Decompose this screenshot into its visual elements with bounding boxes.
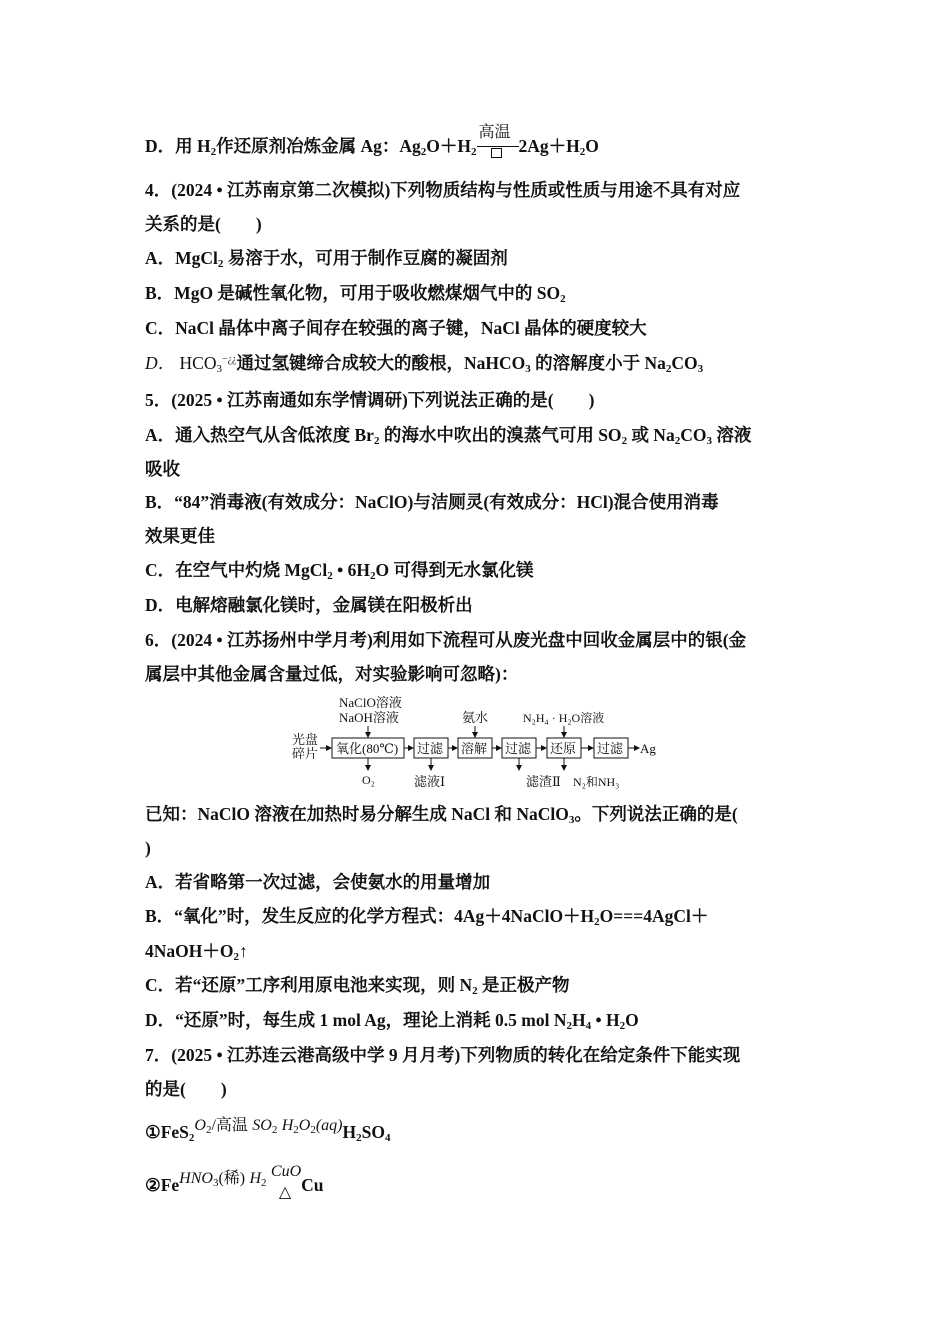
flow-byproduct-o2: O₂	[362, 773, 375, 787]
question-6-known-cont: )	[145, 838, 151, 858]
q5-option-b: B．“84”消毒液(有效成分：NaClO)与洁厕灵(有效成分：HCl)混合使用消毒	[145, 492, 719, 512]
flow-step-dissolve: 溶解	[461, 741, 488, 756]
q7-item-2: ②FeHNO$_3$(稀) $H_2$ CuO △ Cu	[145, 1163, 324, 1201]
q5-option-a-cont: 吸收	[145, 459, 180, 479]
question-4-stem: 4．(2024 • 江苏南京第二次模拟)下列物质结构与性质或性质与用途不具有对应	[145, 180, 741, 200]
flow-output-ag: Ag	[640, 741, 656, 756]
q4-option-b: B．MgO 是碱性氧化物，可用于吸收燃煤烟气中的 $SO_2$	[145, 283, 566, 305]
flow-step-oxidation: 氧化(80℃)	[336, 741, 399, 756]
q7-item-1: $①FeS_2O_2/$高温 $SO_2$ $H_2O_2(aq)H_2SO_4$	[145, 1117, 391, 1144]
q5-option-d: D．电解熔融氯化镁时，金属镁在阳极析出	[145, 595, 473, 615]
flow-step-filter-1: 过滤	[417, 741, 444, 756]
question-6-stem: 6．(2024 • 江苏扬州中学月考)利用如下流程可从废光盘中回收金属层中的银(金	[145, 630, 747, 650]
q6-option-b: B．“氧化”时，发生反应的化学方程式：$4Ag+4NaClO+H_2O===4AgCl+$	[145, 906, 709, 928]
flow-reagent-ammonia: 氨水	[462, 710, 489, 725]
flow-byproduct-n2-nh3: N₂和NH₃	[573, 775, 620, 789]
question-7-stem: 7．(2025 • 江苏连云港高级中学 9 月月考)下列物质的转化在给定条件下能实现	[145, 1045, 741, 1065]
flow-byproduct-filtrate-1: 滤液Ⅰ	[414, 774, 446, 789]
q6-option-d: D．“还原”时，每生成 1 mol Ag，理论上消耗 0.5 mol $N_2H_4$ • $H_2O$	[145, 1010, 639, 1032]
q5-option-c: C．在空气中灼烧 MgCl$_2$ • $6H_2O$ 可得到无水氯化镁	[145, 560, 534, 582]
question-5-stem: 5．(2025 • 江苏南通如东学情调研)下列说法正确的是( )	[145, 390, 595, 410]
flow-input-label-2: 碎片	[292, 746, 319, 761]
question-6-stem-cont: 属层中其他金属含量过低，对实验影响可忽略)：	[145, 664, 519, 684]
flow-step-filter-3: 过滤	[597, 741, 624, 756]
question-6-known: 已知：NaClO 溶液在加热时易分解生成 NaCl 和 NaClO$_3$。下列说法正确的是(	[145, 804, 738, 826]
flow-step-filter-2: 过滤	[505, 741, 532, 756]
q5-option-b-cont: 效果更佳	[145, 526, 215, 546]
q4-option-d: D． $HCO_3^{-¿¿}$通过氢键缔合成较大的酸根，NaHCO$_3$ 的溶解度小于 $Na_2CO_3$	[145, 353, 704, 375]
silver-recovery-flowchart	[290, 694, 670, 794]
q6-option-b-cont: $4NaOH+O_2↑$	[145, 941, 248, 963]
q4-option-c: C．NaCl 晶体中离子间存在较强的离子键，NaCl 晶体的硬度较大	[145, 318, 647, 338]
question-4-stem-cont: 关系的是( )	[145, 214, 262, 234]
q6-option-c: C．若“还原”工序利用原电池来实现，则 $N_2$ 是正极产物	[145, 975, 570, 997]
flow-step-reduction: 还原	[550, 741, 577, 756]
flow-byproduct-residue-2: 滤渣Ⅱ	[526, 774, 561, 789]
flow-reagent-naoh: NaOH溶液	[339, 710, 399, 725]
q5-option-a: A．通入热空气从含低浓度 $Br_2$ 的海水中吹出的溴蒸气可用 $SO_2$ 或 $Na_2CO_3$ 溶液	[145, 425, 752, 447]
flow-reagent-naclo: NaClO溶液	[339, 695, 402, 710]
question-7-stem-cont: 的是( )	[145, 1079, 227, 1099]
option-d-line: D．用 $H_2$作还原剂冶炼金属 Ag：$Ag_2O+H_2$ 高温 $2Ag+H_2O$	[145, 124, 599, 158]
reaction-condition: 高温	[477, 134, 519, 158]
q4-option-a: A．MgCl$_2$ 易溶于水，可用于制作豆腐的凝固剂	[145, 248, 508, 270]
flow-reagent-hydrazine: N₂H₄ · H₂O溶液	[523, 711, 605, 725]
flow-input-label-1: 光盘	[292, 732, 319, 747]
q6-option-a: A．若省略第一次过滤，会使氨水的用量增加	[145, 872, 491, 892]
